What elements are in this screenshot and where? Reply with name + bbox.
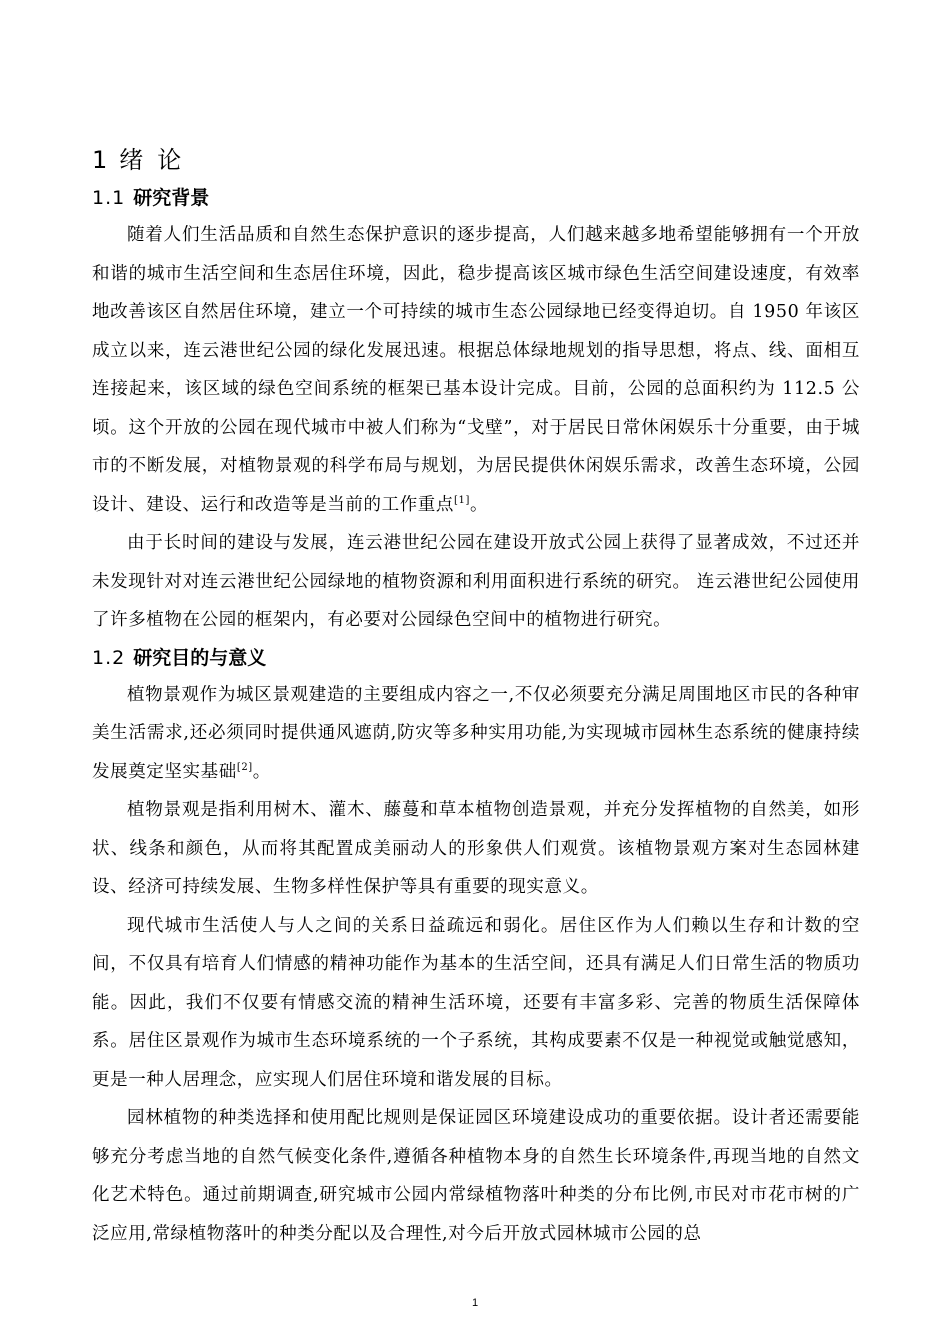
paragraph-tail: 。 xyxy=(469,494,489,515)
section-title: 研究背景 xyxy=(133,187,210,209)
citation-reference: [2] xyxy=(236,761,253,773)
paragraph-text: 现代城市生活使人与人之间的关系日益疏远和弱化。居住区作为人们赖以生存和计数的空间，不仅具有培育人们情感的精神功能作为基本的生活空间，还具有满足人们日常生活的物质功能。因此，我们不仅要有情感交流的精神生活环境，还要有丰富多彩、完善的物质生活保障体系。居住区景观作为城市生态环境系统的一个子系统，其构成要素不仅是一种视觉或触觉感知，更是一种人居理念，应实现人们居住环境和谐发展的目标。 xyxy=(92,915,860,1090)
page-number: 1 xyxy=(471,1297,479,1309)
page-body xyxy=(92,140,860,1253)
paragraph xyxy=(92,676,860,792)
paragraph xyxy=(92,1099,860,1253)
citation-reference: [1] xyxy=(454,494,470,506)
section-number: 1.2 xyxy=(92,646,126,669)
paragraph-text: 园林植物的种类选择和使用配比规则是保证园区环境建设成功的重要依据。设计者还需要能够充分考虑当地的自然气候变化条件,遵循各种植物本身的自然生长环境条件,再现当地的自然文化艺术特色。通过前期调查,研究城市公园内常绿植物落叶种类的分布比例,市民对市花市树的广泛应用,常绿植物落叶的种类分配以及合理性,对今后开放式园林城市公园的总 xyxy=(92,1108,860,1244)
paragraph-text: 由于长时间的建设与发展，连云港世纪公园在建设开放式公园上获得了显著成效，不过还并未发现针对对连云港世纪公园绿地的植物资源和利用面积进行系统的研究。 连云港世纪公园使用了许多植物在公园的框架内，有必要对公园绿色空间中的植物进行研究。 xyxy=(92,533,860,630)
chapter-heading xyxy=(92,140,860,180)
section-number: 1.1 xyxy=(92,187,126,209)
paragraph xyxy=(92,216,860,524)
chapter-title-part2: 论 xyxy=(157,146,184,174)
paragraph xyxy=(92,907,860,1100)
paragraph-text: 植物景观是指利用树木、灌木、藤蔓和草本植物创造景观，并充分发挥植物的自然美，如形状、线条和颜色，从而将其配置成美丽动人的形象供人们观赏。该植物景观方案对生态园林建设、经济可持续发展、生物多样性保护等具有重要的现实意义。 xyxy=(92,800,860,897)
section-heading-1-1 xyxy=(92,180,860,216)
section-title: 研究目的与意义 xyxy=(133,646,267,669)
section-heading-1-2 xyxy=(92,640,860,676)
chapter-title-part1: 绪 xyxy=(119,146,146,174)
paragraph-text: 植物景观作为城区景观建造的主要组成内容之一,不仅必须要充分满足周围地区市民的各种审美生活需求,还必须同时提供通风遮荫,防灾等多种实用功能,为实现城市园林生态系统的健康持续发展奠定坚实基础 xyxy=(92,684,860,782)
paragraph xyxy=(92,524,860,640)
paragraph-text: 随着人们生活品质和自然生态保护意识的逐步提高，人们越来越多地希望能够拥有一个开放和谐的城市生活空间和生态居住环境，因此，稳步提高该区城市绿色生活空间建设速度，有效率地改善该区自然居住环境，建立一个可持续的城市生态公园绿地已经变得迫切。自 1950 年该区成立以来，连云港世纪公园的绿化发展迅速。根据总体绿地规划的指导思想，将点、线、面相互连接起来，该区域的绿色空间系统的框架已基本设计完成。目前，公园的总面积约为 112.5 公顷。这个开放的公园在现代城市中被人们称为“戈壁”，对于居民日常休闲娱乐十分重要，由于城市的不断发展，对植物景观的科学布局与规划，为居民提供休闲娱乐需求，改善生态环境，公园设计、建设、运行和改造等是当前的工作重点 xyxy=(92,225,860,515)
chapter-number: 1 xyxy=(92,146,110,174)
paragraph xyxy=(92,791,860,907)
paragraph-tail: 。 xyxy=(252,761,271,782)
